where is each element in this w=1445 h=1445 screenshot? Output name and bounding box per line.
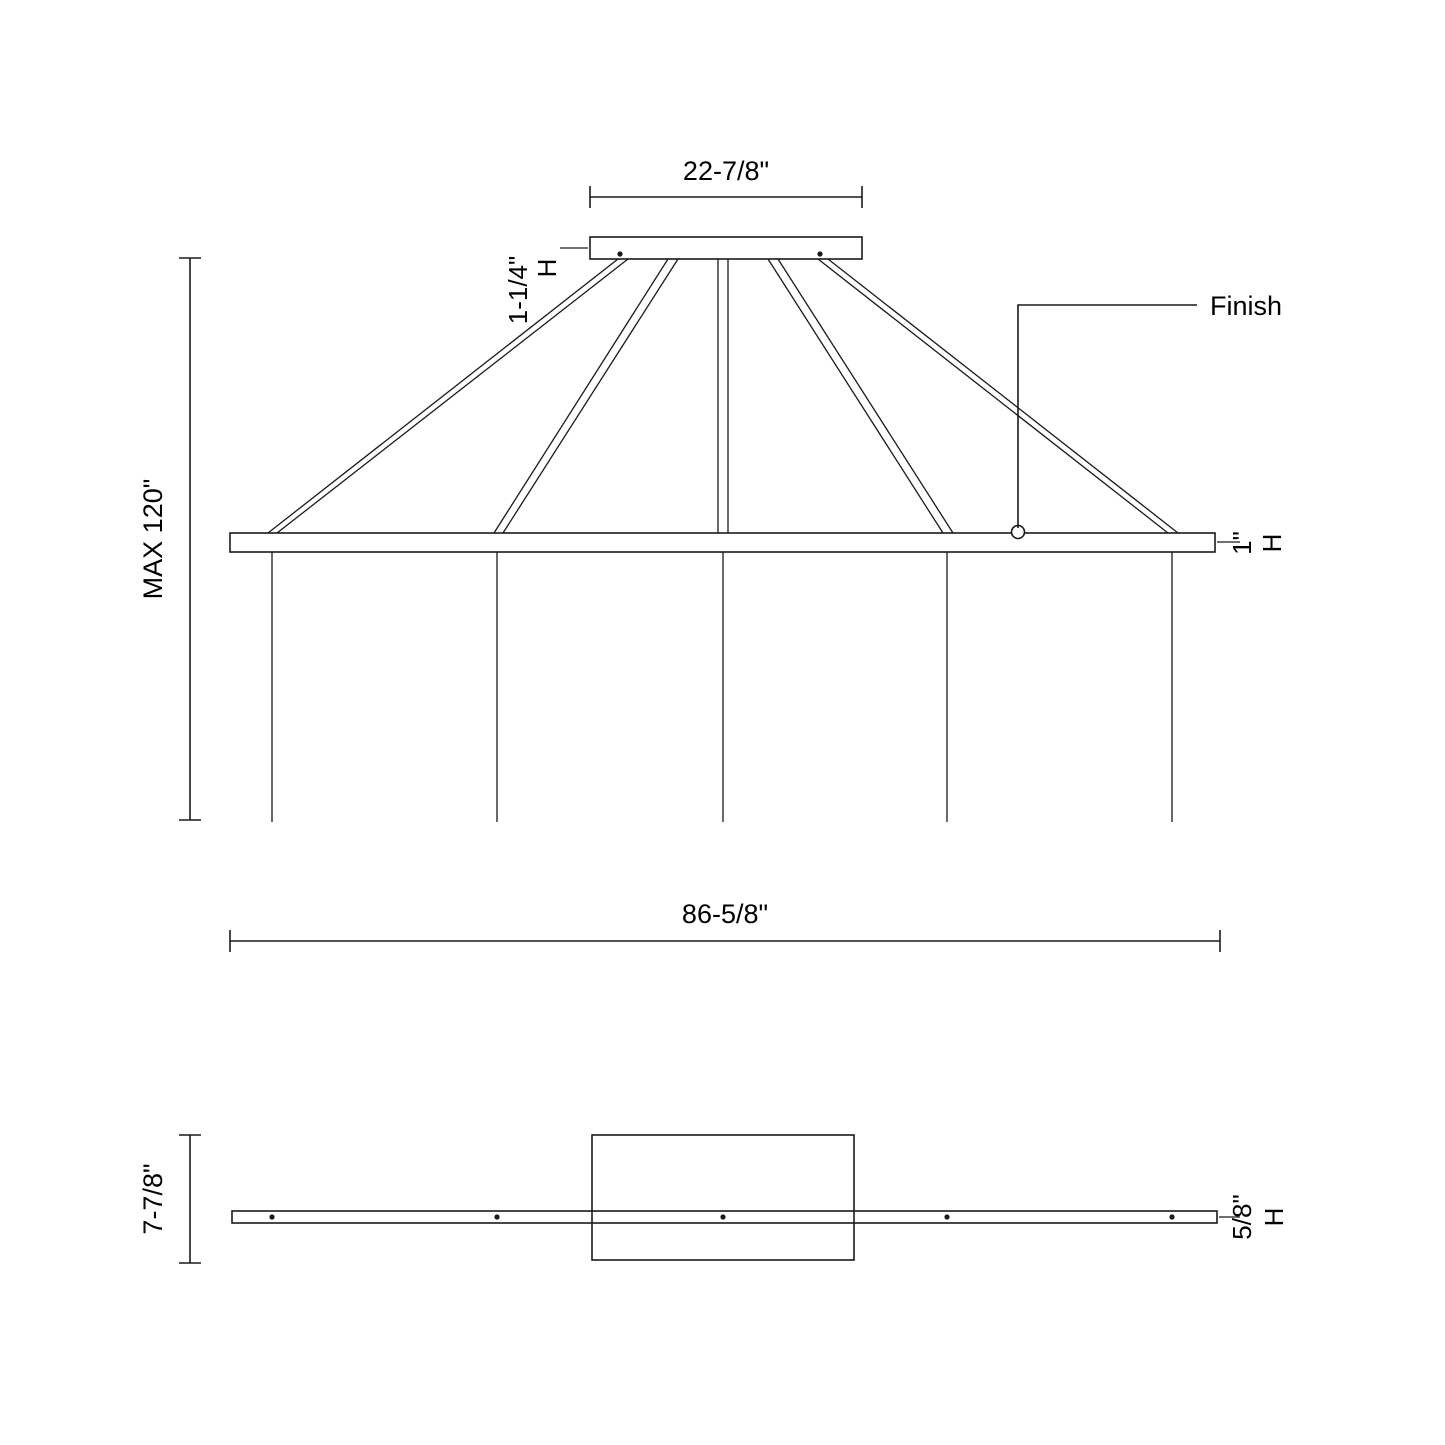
dimension-bar-height <box>1217 531 1287 555</box>
plan-bar-depth-suffix: H <box>1259 1207 1289 1227</box>
canopy-height-suffix: H <box>532 258 562 278</box>
plan-rod-point-3 <box>720 1214 725 1219</box>
bar-height-suffix: H <box>1257 533 1287 553</box>
max-drop-label: MAX 120" <box>138 478 168 600</box>
finish-callout-label: Finish <box>1210 291 1283 321</box>
overall-width-label: 86-5/8" <box>681 899 769 929</box>
canopy-height-label: 1-1/4" <box>503 255 533 325</box>
dimension-plan-depth <box>138 1135 201 1263</box>
plan-rod-point-1 <box>269 1214 274 1219</box>
dimension-plan-bar-depth <box>1219 1194 1289 1239</box>
plan-rod-point-4 <box>944 1214 949 1219</box>
down-rods <box>272 552 1172 822</box>
plan-rod-point-5 <box>1169 1214 1174 1219</box>
canopy-front <box>590 237 862 259</box>
plan-depth-label: 7-7/8" <box>138 1163 168 1235</box>
canopy-mount-point-right <box>817 251 822 256</box>
bar-height-label: 1" <box>1227 531 1257 555</box>
canopy-mount-point-left <box>617 251 622 256</box>
canopy-width-label: 22-7/8" <box>682 156 770 186</box>
dimension-overall-width <box>230 899 1220 952</box>
canopy-plan-outline <box>592 1135 854 1260</box>
plan-bar-depth-label: 5/8" <box>1227 1194 1257 1240</box>
suspension-cables <box>268 259 1178 533</box>
light-bar-front <box>230 526 1215 553</box>
dimension-max-drop <box>138 258 201 820</box>
dimension-canopy-height <box>503 248 588 324</box>
dimension-canopy-width <box>590 156 862 208</box>
plan-rod-point-2 <box>494 1214 499 1219</box>
callout-finish <box>1018 291 1282 528</box>
plan-view <box>232 1135 1217 1260</box>
